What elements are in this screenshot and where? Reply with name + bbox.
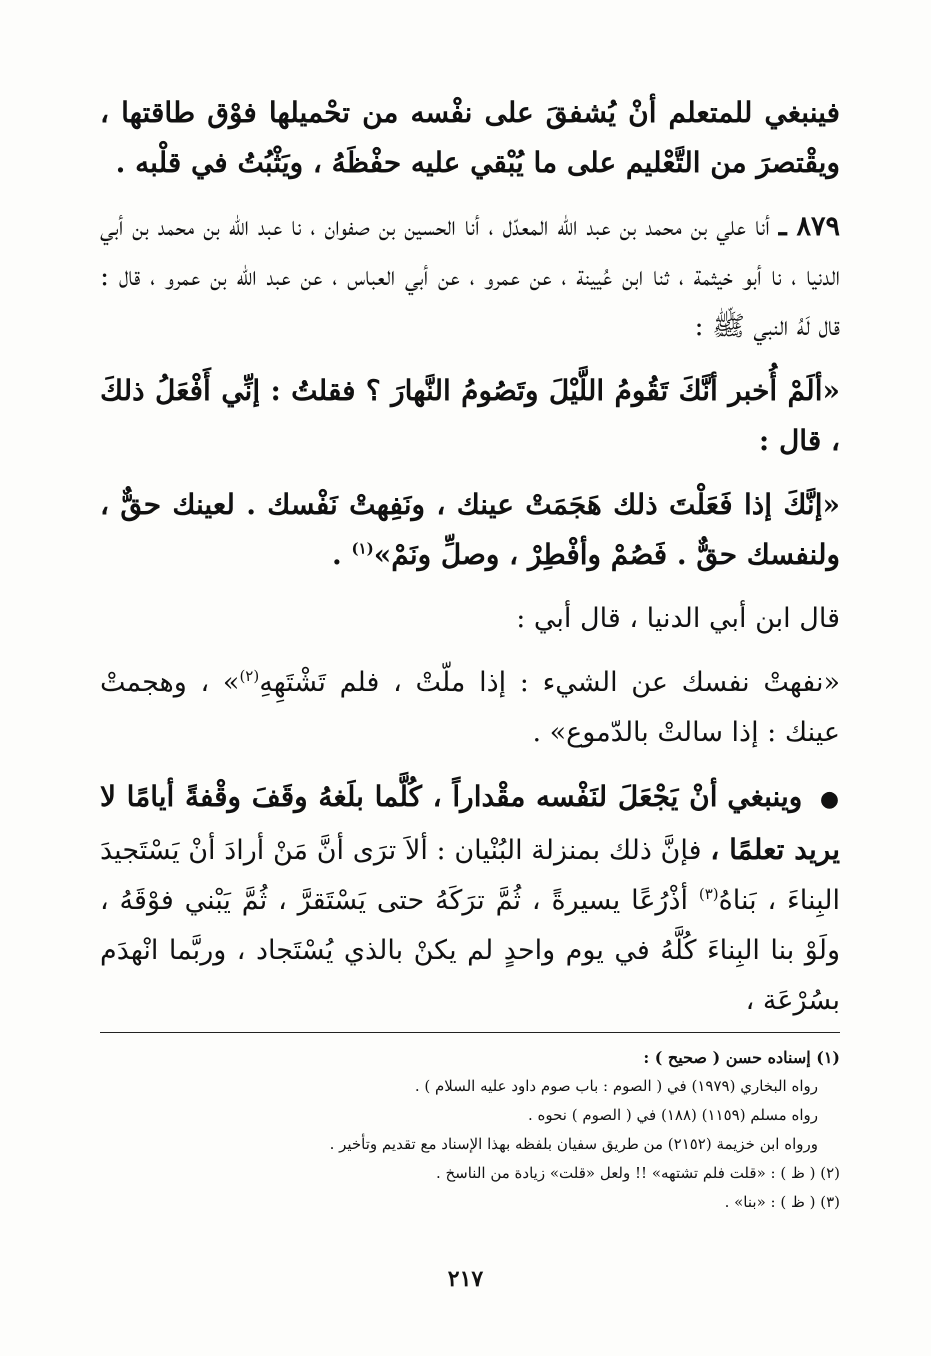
footnote-1-line-2: رواه مسلم (١١٥٩) (١٨٨) في ( الصوم ) نحوه . [527, 1106, 818, 1124]
footnote-ref-2: (٢) [239, 667, 260, 685]
footnote-ref-1: (١) [351, 539, 374, 558]
footnote-ref-3: (٣) [698, 885, 719, 903]
main-text [100, 88, 840, 1040]
bullet-dot: ● [819, 787, 841, 812]
explanation-text-a: «نفهتْ نفسك عن الشيء : إذا ملّتْ ، فلم تَشْتَهِهِ [259, 667, 840, 698]
analogy-text-a: فإنَّ ذلك بمنزلة البُنْيان : ألاَ ترَى أنَّ مَنْ أرادَ أنْ يَسْتَجيدَ البِناءَ ، بَناهُ [100, 835, 841, 916]
paragraph-building-analogy [100, 772, 840, 1026]
hadith-question-text: «ألَمْ أُخبر أنَّكَ تَقُومُ اللَّيْلَ وتَصُومُ النَّهارَ ؟ فقلتُ : إنِّي أَفْعَلُ ذلكَ ، قال : [100, 374, 840, 457]
paragraph-narration [100, 594, 840, 644]
hadith-answer-text: «إنَّكَ إذا فَعَلْتَ ذلك هَجَمَتْ عينك ، ونَفِهتْ نَفْسك . لعينك حقٌّ ، ولنفسك حقٌّ . فَصُمْ وأفْطِرْ ، وصلِّ ونَمْ» [100, 488, 840, 571]
footnote-2: (٢) ( ظ ) : «قلت فلم تشتهه» !! ولعل «قلت» زيادة من الناسخ . [435, 1164, 840, 1182]
advice-text: فينبغي للمتعلم أنْ يُشفقَ على نفْسه من تحْميلها فوْق طاقتها ، ويقْتصرَ من التَّعْليم على ما يُبْقي عليه حفْظَهُ ، ويَثْبُتُ في قلْبه . [100, 96, 840, 179]
paragraph-hadith-question [100, 366, 840, 466]
footnote-1-head: (١) إسناده حسن ( صحيح ) : [643, 1048, 840, 1067]
footnote-1-line-3: ورواه ابن خزيمة (٢١٥٢) من طريق سفيان بلفظه بهذا الإسناد مع تقديم وتأخير . [329, 1135, 818, 1153]
narration-text: قال ابن أبي الدنيا ، قال أبي : [516, 603, 840, 634]
paragraph-advice [100, 88, 840, 188]
hadith-answer-tail: . [331, 538, 352, 571]
paragraph-hadith-answer [100, 480, 840, 580]
page-number: ٢١٧ [447, 1266, 484, 1292]
footnotes [100, 1032, 840, 1217]
paragraph-isnad [100, 202, 840, 352]
explanation-text-b: » ، وهجمتْ عينك : إذا سالتْ بالدّموع» . [100, 667, 840, 748]
isnad-text: أنا علي بن محمد بن عبد الله المعدّل ، أنا الحسين بن صفوان ، نا عبد الله بن محمد بن أبي الدنيا ، نا أبو خيثمة ، ثنا ابن عُيينة ، عن عمرو ، عن أبي العباس ، عن عبد الله بن عمرو ، قال : قال لَهُ النبي ﷺ : [100, 211, 840, 342]
analogy-bold-text: وينبغي أنْ يَجْعَلَ لنَفْسه مقْداراً ، كُلَّما بلَغهُ وقَفَ وقْفةً أيامًا لا يريد تعلمًا ، [100, 780, 841, 866]
paragraph-explanation [100, 658, 840, 758]
footnote-3: (٣) ( ظ ) : «بنا» . [724, 1193, 840, 1211]
hadith-number: ٨٧٩ ـ [778, 211, 840, 242]
analogy-text-b: أذْرُعًا يسيرةً ، ثُمَّ ترَكَهُ حتى يَسْتَقرَّ ، ثُمَّ يَبْني فوْقَهُ ، ولَوْ بنا البِناءَ كُلَّهُ في يوم واحدٍ لم يكنْ بالذي يُسْتَجاد ، وربَّما انْهدَم بسُرْعَة ، [100, 885, 840, 1016]
footnote-1-line-1: رواه البخاري (١٩٧٩) في ( الصوم : باب صوم داود عليه السلام ) . [414, 1077, 818, 1095]
